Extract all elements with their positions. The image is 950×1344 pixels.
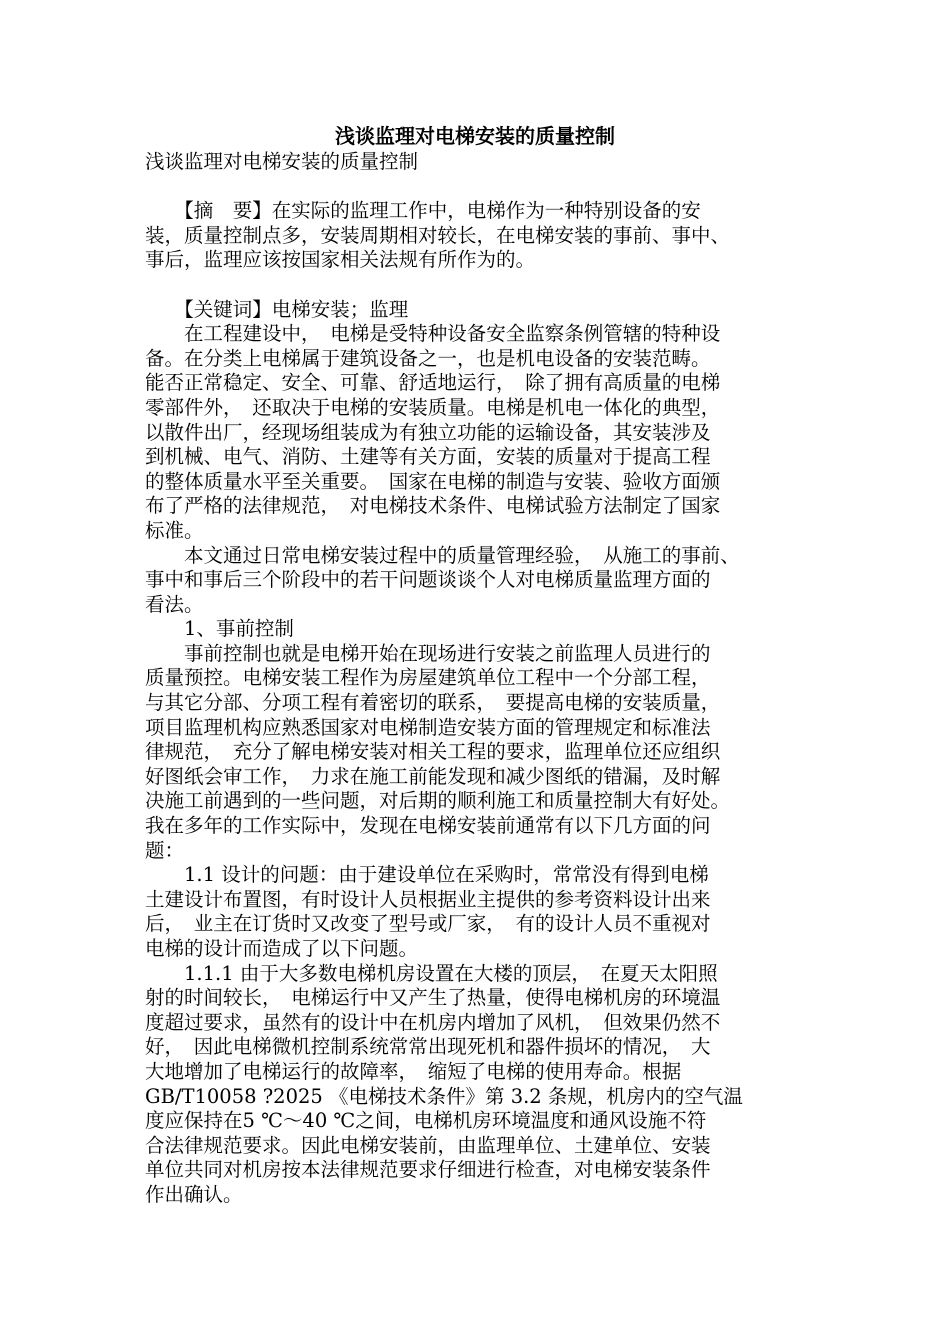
text-line: 好图纸会审工作， 力求在施工前能发现和减少图纸的错漏，及时解 (145, 764, 721, 788)
text-line: 单位共同对机房按本法律规范要求仔细进行检查，对电梯安装条件 (145, 1158, 711, 1182)
text-line: 本文通过日常电梯安装过程中的质量管理经验， 从施工的事前、 (145, 543, 740, 567)
keywords: 【关键词】电梯安装；监理 (145, 297, 409, 321)
document-body (145, 150, 810, 1208)
text-line: 事前控制也就是电梯开始在现场进行安装之前监理人员进行的 (145, 641, 711, 665)
text-line: 射的时间较长， 电梯运行中又产生了热量，使得电梯机房的环境温 (145, 986, 721, 1010)
text-line: 能否正常稳定、安全、可靠、舒适地运行， 除了拥有高质量的电梯 (145, 371, 721, 395)
section-heading: 1、事前控制 (145, 617, 294, 641)
paragraph (145, 962, 810, 1208)
text-line: 与其它分部、分项工程有着密切的联系， 要提高电梯的安装质量， (145, 691, 721, 715)
spacer (145, 273, 810, 298)
text-line: 以散件出厂，经现场组装成为有独立功能的运输设备，其安装涉及 (145, 420, 711, 444)
text-line: 布了严格的法律规范， 对电梯技术条件、电梯试验方法制定了国家 (145, 494, 721, 518)
text-line: 看法。 (145, 592, 204, 616)
text-line: 大地增加了电梯运行的故障率， 缩短了电梯的使用寿命。根据 (145, 1059, 682, 1083)
text-line: 合法律规范要求。因此电梯安装前，由监理单位、土建单位、安装 (145, 1133, 711, 1157)
text-line: 我在多年的工作实际中，发现在电梯安装前通常有以下几方面的问 (145, 814, 711, 838)
text-line: 备。在分类上电梯属于建筑设备之一，也是机电设备的安装范畴。 (145, 346, 711, 370)
text-line: 标准。 (145, 518, 204, 542)
abstract (145, 199, 810, 273)
text-line: 电梯的设计而造成了以下问题。 (145, 937, 419, 960)
text-line: 事中和事后三个阶段中的若干问题谈谈个人对电梯质量监理方面的 (145, 568, 711, 592)
text-line: 零部件外， 还取决于电梯的安装质量。电梯是机电一体化的典型， (145, 395, 721, 419)
spacer (145, 175, 810, 200)
text-line: 装，质量控制点多，安装周期相对较长，在电梯安装的事前、事中、 (145, 223, 731, 247)
text-line: 土建设计布置图，有时设计人员根据业主提供的参考资料设计出来 (145, 887, 711, 911)
text-line: 到机械、电气、消防、土建等有关方面，安装的质量对于提高工程 (145, 445, 711, 469)
text-line: 律规范， 充分了解电梯安装对相关工程的要求，监理单位还应组织 (145, 740, 721, 764)
text-line: 的整体质量水平至关重要。 国家在电梯的制造与安装、验收方面颁 (145, 469, 721, 493)
text-line: 好， 因此电梯微机控制系统常常出现死机和器件损坏的情况， 大 (145, 1035, 711, 1059)
text-line: 事后，监理应该按国家相关法规有所作为的。 (145, 248, 536, 272)
text-line: 题： (145, 838, 185, 862)
text-line: 度超过要求，虽然有的设计中在机房内增加了风机， 但效果仍然不 (145, 1010, 721, 1034)
document-subtitle: 浅谈监理对电梯安装的质量控制 (145, 150, 419, 173)
paragraph (145, 642, 810, 863)
text-line: 1.1 设计的问题：由于建设单位在采购时，常常没有得到电梯 (145, 863, 709, 887)
paragraph (145, 322, 810, 543)
text-line: GB/T10058 ?2025 《电梯技术条件》第 3.2 条规，机房内的空气温 (145, 1084, 743, 1108)
text-line: 决施工前遇到的一些问题，对后期的顺利施工和质量控制大有好处。 (145, 789, 731, 813)
text-line: 后， 业主在订货时又改变了型号或厂家， 有的设计人员不重视对 (145, 912, 711, 936)
text-line: 作出确认。 (145, 1182, 243, 1206)
text-line: 项目监理机构应熟悉国家对电梯制造安装方面的管理规定和标准法 (145, 715, 711, 739)
text-line: 1.1.1 由于大多数电梯机房设置在大楼的顶层， 在夏天太阳照 (145, 961, 718, 985)
text-line: 在工程建设中， 电梯是受特种设备安全监察条例管辖的特种设 (145, 322, 721, 346)
text-line: 质量预控。电梯安装工程作为房屋建筑单位工程中一个分部工程， (145, 666, 711, 690)
text-line: 【摘 要】在实际的监理工作中，电梯作为一种特别设备的安 (145, 199, 701, 223)
document-title: 浅谈监理对电梯安装的质量控制 (335, 124, 615, 148)
text-line: 度应保持在5 ℃～40 ℃之间，电梯机房环境温度和通风设施不符 (145, 1109, 707, 1133)
paragraph (145, 863, 810, 961)
paragraph (145, 544, 810, 618)
